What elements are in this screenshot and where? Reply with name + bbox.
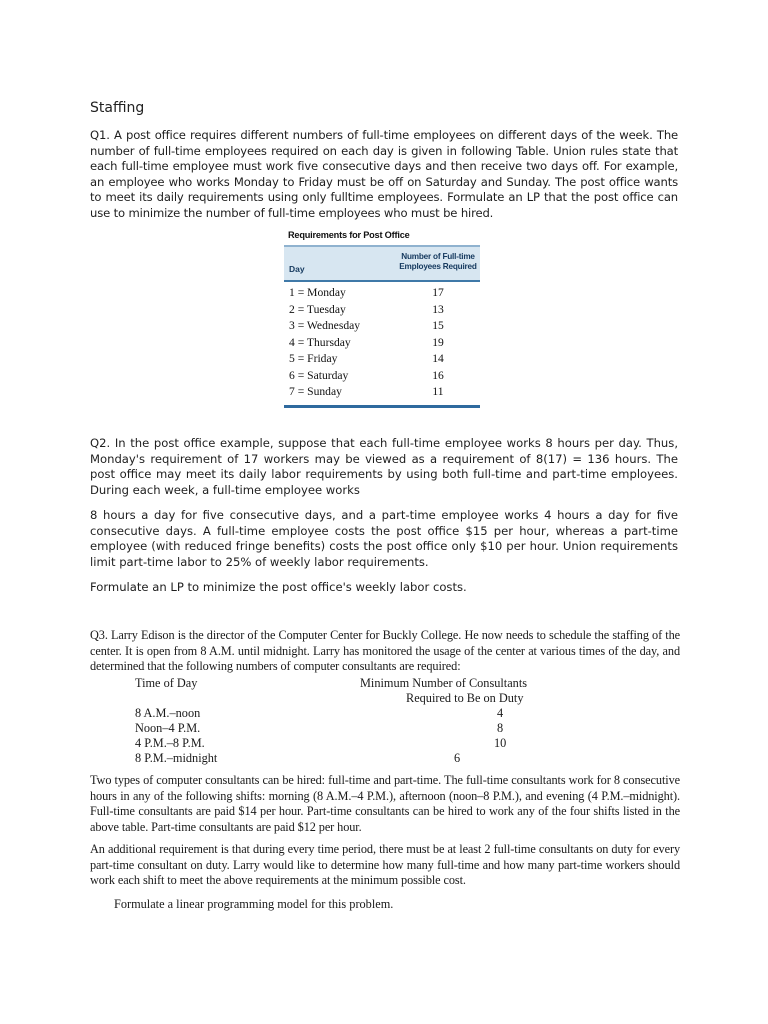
consultants-row-value: 4 [497,706,504,720]
table-cell-value: 13 [432,302,444,316]
consultants-row-time: 8 A.M.–noon [135,706,201,720]
consultants-row-time: 4 P.M.–8 P.M. [135,736,205,750]
table-header-number-line2: Employees Required [399,261,477,271]
table-cell-day: 1 = Monday [289,286,346,299]
q2-paragraph-1: Q2. In the post office example, suppose that each full-time employee works 8 hours per day. Thus, Monday's requirement of 17 workers may be viewed as a requirement of 8(17) = 136 hours. The post office may meet its daily labor requirements by using both full-time and part-time employees. During each week, a full-time employee works [90,436,678,497]
table-row [284,352,480,368]
consultants-row-time: Noon–4 P.M. [135,721,201,735]
consultants-header-min-line2: Required to Be on Duty [406,691,524,705]
q3-intro: Q3. Larry Edison is the director of the Computer Center for Buckly College. He now needs to schedule the staffing of the center. It is open from 8 A.M. until midnight. Larry has monitored the usage of the center at various times of the day, and determined that the following numbers of computer consultants are required: [90,628,680,673]
table-header-number [396,252,480,271]
table-cell-value: 19 [432,335,444,349]
consultants-row-value: 10 [494,736,507,750]
q3-paragraph-2: An additional requirement is that during every time period, there must be at least 2 full-time consultants on duty for every part-time consultant on duty. Larry would like to determine how many full-time and how many part-time workers should work each shift to meet the above requirements at the minimum possible cost. [90,842,680,887]
table-header-number-line1: Number of Full-time [401,252,475,261]
table-cell-value: 11 [432,385,444,398]
consultants-header-min-line1: Minimum Number of Consultants [360,676,528,690]
table-row [284,336,480,352]
table-row [284,286,480,302]
table-bottom-rule [284,405,480,408]
requirements-table [284,228,480,410]
table-cell-day: 3 = Wednesday [289,319,361,332]
table-title: Requirements for Post Office [288,230,410,240]
q3-paragraph-1: Two types of computer consultants can be hired: full-time and part-time. The full-time consultants work for 8 consecutive hours in any of the following shifts: morning (8 A.M.–4 P.M.), afternoon (noon–8 P.M.), and evening (4 P.M.–midnight). Full-time consultants are paid $14 per hour. Part-time consultants can be hired to work any of the four shifts listed in the above table. Part-time consultants are paid $12 per hour. [90,773,680,834]
page-title: Staffing [90,100,145,116]
consultants-header-time: Time of Day [135,676,198,690]
consultants-row-value: 6 [454,751,461,765]
table-row [284,319,480,335]
table-row [284,369,480,385]
q3-paragraph-3: Formulate a linear programming model for this problem. [114,897,394,911]
table-cell-value: 14 [432,352,444,365]
consultants-row-time: 8 P.M.–midnight [135,751,218,765]
table-cell-value: 17 [432,286,444,299]
table-cell-day: 4 = Thursday [289,335,351,349]
table-cell-day: 2 = Tuesday [289,302,346,316]
table-cell-day: 5 = Friday [289,352,338,365]
table-cell-day: 6 = Saturday [289,368,349,382]
consultants-row-value: 8 [497,721,504,735]
table-cell-day: 7 = Sunday [289,385,342,398]
q1-paragraph: Q1. A post office requires different numbers of full-time employees on different days of the week. The number of full-time employees required on each day is given in following Table. Union rules state that each full-time employee must work five consecutive days and then receive two days off. For example, an employee who works Monday to Friday must be off on Saturday and Sunday. The post office wants to meet its daily requirements using only fulltime employees. Formulate an LP that the post office can use to minimize the number of full-time employees who must be hired. [90,128,678,220]
q2-paragraph-2: 8 hours a day for five consecutive days, and a part-time employee works 4 hours a day for five consecutive days. A full-time employee costs the post office $15 per hour, whereas a part-time employee (with reduced fringe benefits) costs the post office only $10 per hour. Union requirements limit part-time labor to 25% of weekly labor requirements. [90,508,678,569]
q2-paragraph-3: Formulate an LP to minimize the post office's weekly labor costs. [90,580,467,594]
table-row [284,303,480,319]
table-row [284,385,480,401]
table-cell-value: 16 [432,368,444,382]
table-cell-value: 15 [432,319,444,332]
table-header-day: Day [289,264,305,274]
